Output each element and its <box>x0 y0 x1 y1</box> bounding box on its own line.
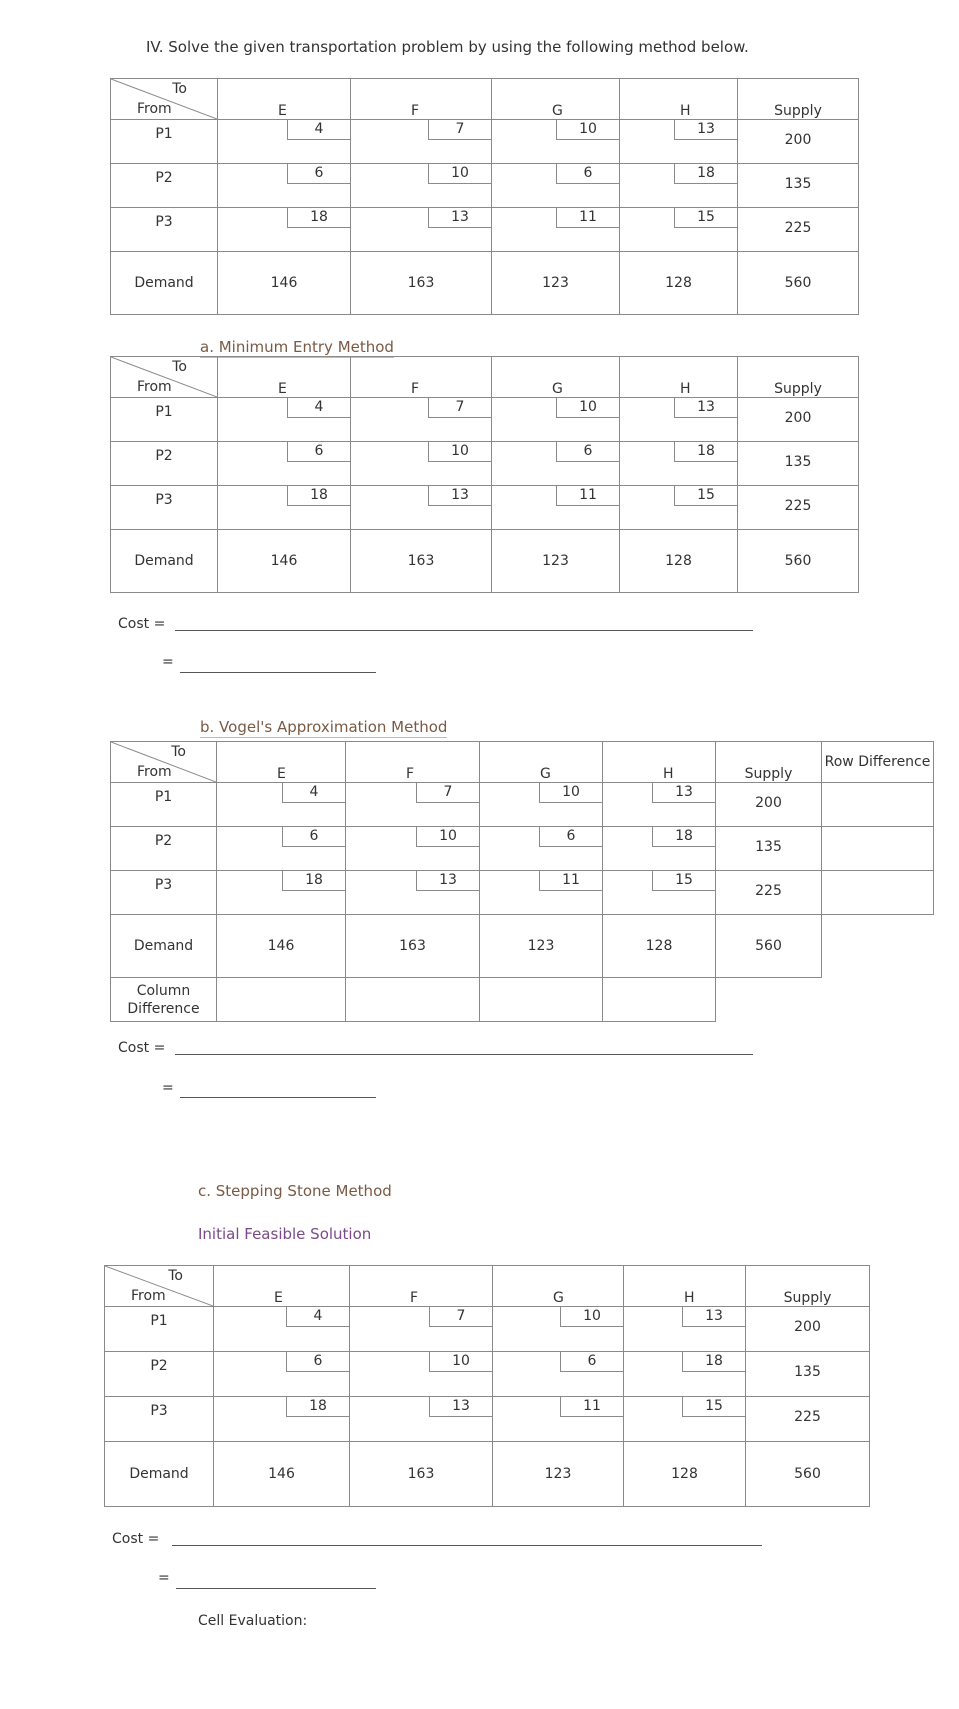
demand-h: 128 <box>620 530 738 593</box>
supply-p1: 200 <box>746 1307 870 1352</box>
initial-feasible-label: Initial Feasible Solution <box>198 1225 372 1243</box>
cost-box: 6 <box>539 827 602 847</box>
supply-p1: 200 <box>716 783 822 827</box>
cell-p2-e[interactable] <box>214 1352 350 1397</box>
row-label-p2: P2 <box>105 1352 214 1397</box>
col-header-f: F <box>346 742 480 783</box>
col-header-g: G <box>480 742 603 783</box>
cell-p2-f[interactable] <box>346 827 480 871</box>
cost-answer-line-b[interactable] <box>175 1054 753 1055</box>
col-header-g: G <box>492 79 620 120</box>
column-difference-label: Column Difference <box>111 978 217 1022</box>
section-a-title: a. Minimum Entry Method <box>200 338 394 356</box>
cell-p3-e[interactable] <box>217 871 346 915</box>
total: 560 <box>738 252 859 315</box>
demand-label: Demand <box>105 1442 214 1507</box>
result-line-a[interactable] <box>180 672 376 673</box>
cell-p3-h[interactable] <box>620 486 738 530</box>
cost-box: 7 <box>429 1307 492 1327</box>
cell-p3-e[interactable] <box>218 486 351 530</box>
cost-box: 18 <box>282 871 345 891</box>
cost-box: 10 <box>428 164 491 184</box>
supply-p3: 225 <box>746 1397 870 1442</box>
supply-header: Supply <box>716 742 822 783</box>
cost-box: 4 <box>287 398 350 418</box>
col-header-e: E <box>218 357 351 398</box>
min-entry-table <box>110 356 859 593</box>
col-header-e: E <box>218 79 351 120</box>
row-label-p2: P2 <box>111 827 217 871</box>
cost-box: 6 <box>560 1352 623 1372</box>
cost-box: 6 <box>282 827 345 847</box>
cell-p3-h[interactable] <box>624 1397 746 1442</box>
demand-label: Demand <box>111 530 218 593</box>
cost-box: 18 <box>674 164 737 184</box>
cell-p3-g <box>492 208 620 252</box>
cell-p1-g[interactable] <box>480 783 603 827</box>
supply-p3: 225 <box>716 871 822 915</box>
col-header-f: F <box>351 79 492 120</box>
cost-box: 15 <box>674 208 737 228</box>
supply-p2: 135 <box>738 164 859 208</box>
cell-p3-f[interactable] <box>350 1397 493 1442</box>
cell-p1-h[interactable] <box>620 398 738 442</box>
section-c-title: c. Stepping Stone Method <box>198 1182 392 1200</box>
cost-box: 18 <box>652 827 715 847</box>
supply-p3: 225 <box>738 208 859 252</box>
cost-box: 13 <box>416 871 479 891</box>
cost-box: 10 <box>556 398 619 418</box>
cell-p3-e <box>218 208 351 252</box>
row-label-p3: P3 <box>105 1397 214 1442</box>
cost-box: 7 <box>428 398 491 418</box>
row-diff-p2[interactable] <box>822 827 934 871</box>
demand-h: 128 <box>603 915 716 978</box>
row-label-p1: P1 <box>111 398 218 442</box>
demand-f: 163 <box>350 1442 493 1507</box>
demand-g: 123 <box>492 252 620 315</box>
result-line-c[interactable] <box>176 1588 376 1589</box>
cost-box: 18 <box>682 1352 745 1372</box>
cell-p1-e[interactable] <box>217 783 346 827</box>
cell-p2-g[interactable] <box>492 442 620 486</box>
cost-box: 15 <box>674 486 737 506</box>
cost-box: 15 <box>682 1397 745 1417</box>
cost-box: 15 <box>652 871 715 891</box>
cost-box: 10 <box>560 1307 623 1327</box>
vogel-table <box>110 741 934 1022</box>
cell-p1-f[interactable] <box>346 783 480 827</box>
cost-box: 4 <box>286 1307 349 1327</box>
empty-cell <box>822 915 934 978</box>
cost-box: 6 <box>287 164 350 184</box>
cost-box: 4 <box>287 120 350 140</box>
cost-box: 6 <box>286 1352 349 1372</box>
cost-box: 13 <box>652 783 715 803</box>
cost-box: 10 <box>556 120 619 140</box>
stepping-stone-table <box>104 1265 870 1507</box>
col-diff-f[interactable] <box>346 978 480 1022</box>
cost-box: 6 <box>556 164 619 184</box>
col-header-g: G <box>493 1266 624 1307</box>
cell-p2-e[interactable] <box>218 442 351 486</box>
supply-header: Supply <box>746 1266 870 1307</box>
corner-from: From <box>137 101 172 117</box>
cell-p1-f[interactable] <box>350 1307 493 1352</box>
col-header-h: H <box>620 79 738 120</box>
demand-f: 163 <box>351 252 492 315</box>
cell-p1-e[interactable] <box>218 398 351 442</box>
cost-box: 7 <box>416 783 479 803</box>
cost-box: 18 <box>287 486 350 506</box>
corner-cell <box>111 742 217 783</box>
cost-box: 6 <box>287 442 350 462</box>
cost-box: 13 <box>428 208 491 228</box>
cell-p2-h[interactable] <box>620 442 738 486</box>
cell-p2-f[interactable] <box>350 1352 493 1397</box>
supply-p2: 135 <box>746 1352 870 1397</box>
empty-cell <box>716 978 822 1022</box>
supply-header: Supply <box>738 357 859 398</box>
corner-to: To <box>172 81 187 97</box>
col-header-f: F <box>351 357 492 398</box>
demand-f: 163 <box>346 915 480 978</box>
demand-e: 146 <box>218 252 351 315</box>
demand-label: Demand <box>111 252 218 315</box>
supply-header: Supply <box>738 79 859 120</box>
cost-box: 13 <box>674 120 737 140</box>
demand-label: Demand <box>111 915 217 978</box>
cost-box: 11 <box>556 486 619 506</box>
cell-p3-f <box>351 208 492 252</box>
supply-p2: 135 <box>716 827 822 871</box>
row-label-p1: P1 <box>111 783 217 827</box>
cost-label-c: Cost = <box>112 1531 160 1547</box>
cell-p1-f <box>351 120 492 164</box>
cell-p3-g[interactable] <box>480 871 603 915</box>
col-header-f: F <box>350 1266 493 1307</box>
demand-f: 163 <box>351 530 492 593</box>
cell-p2-g[interactable] <box>480 827 603 871</box>
supply-p1: 200 <box>738 398 859 442</box>
corner-to: To <box>172 359 187 375</box>
cell-p3-e[interactable] <box>214 1397 350 1442</box>
corner-from: From <box>131 1288 166 1304</box>
col-diff-g[interactable] <box>480 978 603 1022</box>
demand-g: 123 <box>480 915 603 978</box>
cell-p3-f[interactable] <box>346 871 480 915</box>
col-header-e: E <box>214 1266 350 1307</box>
col-header-h: H <box>603 742 716 783</box>
page-title: IV. Solve the given transportation problem by using the following method below. <box>146 38 749 56</box>
cell-evaluation-label: Cell Evaluation: <box>198 1613 308 1629</box>
section-b-title: b. Vogel's Approximation Method <box>200 718 448 736</box>
row-label-p1: P1 <box>105 1307 214 1352</box>
col-header-g: G <box>492 357 620 398</box>
empty-cell <box>822 978 934 1022</box>
cell-p2-f <box>351 164 492 208</box>
cost-answer-line-a[interactable] <box>175 630 753 631</box>
row-diff-p3[interactable] <box>822 871 934 915</box>
corner-from: From <box>137 764 172 780</box>
col-diff-h[interactable] <box>603 978 716 1022</box>
row-difference-header: Row Difference <box>822 742 934 783</box>
corner-to: To <box>171 744 186 760</box>
cost-box: 11 <box>539 871 602 891</box>
cell-p2-e <box>218 164 351 208</box>
demand-e: 146 <box>217 915 346 978</box>
cell-p1-h[interactable] <box>603 783 716 827</box>
row-label-p1: P1 <box>111 120 218 164</box>
cell-p2-g <box>492 164 620 208</box>
cost-box: 13 <box>428 486 491 506</box>
problem-table <box>110 78 859 315</box>
supply-p2: 135 <box>738 442 859 486</box>
cost-box: 18 <box>674 442 737 462</box>
col-header-h: H <box>620 357 738 398</box>
cell-p2-h[interactable] <box>603 827 716 871</box>
result-line-b[interactable] <box>180 1097 376 1098</box>
demand-g: 123 <box>492 530 620 593</box>
cell-p1-e[interactable] <box>214 1307 350 1352</box>
cell-p2-g[interactable] <box>493 1352 624 1397</box>
cost-box: 10 <box>539 783 602 803</box>
cost-box: 18 <box>286 1397 349 1417</box>
cost-label-a: Cost = <box>118 616 166 632</box>
total: 560 <box>746 1442 870 1507</box>
cost-box: 13 <box>429 1397 492 1417</box>
cell-p3-f[interactable] <box>351 486 492 530</box>
cost-box: 11 <box>560 1397 623 1417</box>
cell-p3-g[interactable] <box>493 1397 624 1442</box>
cell-p1-g[interactable] <box>492 398 620 442</box>
equals-label-b: = <box>162 1080 174 1096</box>
demand-h: 128 <box>624 1442 746 1507</box>
total: 560 <box>738 530 859 593</box>
corner-cell <box>105 1266 214 1307</box>
corner-cell <box>111 79 218 120</box>
cost-box: 11 <box>556 208 619 228</box>
col-diff-e[interactable] <box>217 978 346 1022</box>
row-label-p3: P3 <box>111 208 218 252</box>
supply-p1: 200 <box>738 120 859 164</box>
cost-answer-line-c[interactable] <box>172 1545 762 1546</box>
cell-p3-g[interactable] <box>492 486 620 530</box>
cost-label-b: Cost = <box>118 1040 166 1056</box>
corner-to: To <box>168 1268 183 1284</box>
cost-box: 18 <box>287 208 350 228</box>
row-label-p2: P2 <box>111 442 218 486</box>
cell-p1-e <box>218 120 351 164</box>
cell-p1-f[interactable] <box>351 398 492 442</box>
row-label-p2: P2 <box>111 164 218 208</box>
cost-box: 13 <box>674 398 737 418</box>
equals-label-a: = <box>162 654 174 670</box>
cell-p1-g <box>492 120 620 164</box>
cell-p3-h[interactable] <box>603 871 716 915</box>
supply-p3: 225 <box>738 486 859 530</box>
cell-p1-h <box>620 120 738 164</box>
total: 560 <box>716 915 822 978</box>
corner-cell <box>111 357 218 398</box>
cost-box: 6 <box>556 442 619 462</box>
row-label-p3: P3 <box>111 871 217 915</box>
cost-box: 7 <box>428 120 491 140</box>
demand-g: 123 <box>493 1442 624 1507</box>
cost-box: 10 <box>428 442 491 462</box>
col-header-e: E <box>217 742 346 783</box>
cell-p3-h <box>620 208 738 252</box>
cell-p2-e[interactable] <box>217 827 346 871</box>
demand-e: 146 <box>218 530 351 593</box>
row-diff-p1[interactable] <box>822 783 934 827</box>
cell-p2-f[interactable] <box>351 442 492 486</box>
cell-p2-h[interactable] <box>624 1352 746 1397</box>
cost-box: 4 <box>282 783 345 803</box>
col-header-h: H <box>624 1266 746 1307</box>
cell-p1-h[interactable] <box>624 1307 746 1352</box>
cost-box: 13 <box>682 1307 745 1327</box>
cell-p1-g[interactable] <box>493 1307 624 1352</box>
demand-e: 146 <box>214 1442 350 1507</box>
cost-box: 10 <box>416 827 479 847</box>
demand-h: 128 <box>620 252 738 315</box>
cell-p2-h <box>620 164 738 208</box>
cost-box: 10 <box>429 1352 492 1372</box>
equals-label-c: = <box>158 1570 170 1586</box>
corner-from: From <box>137 379 172 395</box>
row-label-p3: P3 <box>111 486 218 530</box>
